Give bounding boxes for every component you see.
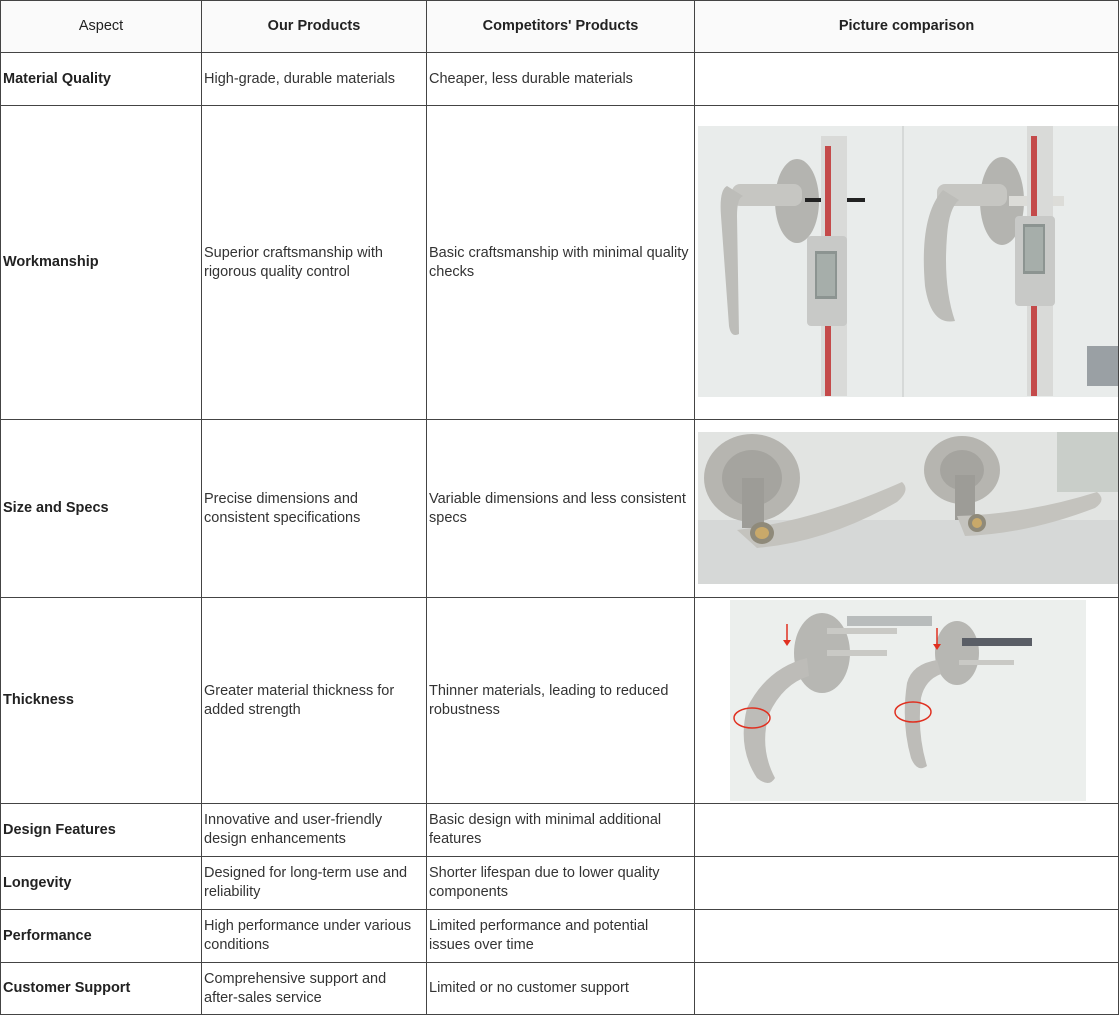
ours-cell: Comprehensive support and after-sales service <box>202 963 427 1015</box>
aspect-cell: Material Quality <box>1 53 202 106</box>
header-picture-comparison: Picture comparison <box>695 1 1119 53</box>
aspect-cell: Size and Specs <box>1 420 202 598</box>
ours-cell: Designed for long-term use and reliability <box>202 857 427 910</box>
caliper-measurement-photo <box>697 106 1119 419</box>
ours-cell: High performance under various conditions <box>202 910 427 963</box>
header-row <box>1 1 1119 53</box>
table-row <box>1 910 1119 963</box>
ours-cell: High-grade, durable materials <box>202 53 427 106</box>
competitors-cell: Limited or no customer support <box>427 963 695 1015</box>
competitors-cell: Cheaper, less durable materials <box>427 53 695 106</box>
table-row <box>1 804 1119 857</box>
competitors-cell: Variable dimensions and less consistent specs <box>427 420 695 598</box>
picture-cell <box>695 598 1119 804</box>
competitors-cell: Basic design with minimal additional features <box>427 804 695 857</box>
picture-cell-empty <box>695 857 1119 910</box>
aspect-cell: Performance <box>1 910 202 963</box>
picture-cell-empty <box>695 910 1119 963</box>
table-row <box>1 53 1119 106</box>
competitors-cell: Shorter lifespan due to lower quality components <box>427 857 695 910</box>
aspect-cell: Longevity <box>1 857 202 910</box>
ours-cell: Greater material thickness for added strength <box>202 598 427 804</box>
thickness-comparison-photo <box>697 598 1119 803</box>
table-row <box>1 106 1119 420</box>
side-by-side-handles-photo <box>697 420 1119 597</box>
header-competitors-products: Competitors' Products <box>427 1 695 53</box>
table-row <box>1 963 1119 1015</box>
header-aspect: Aspect <box>1 1 202 53</box>
picture-cell <box>695 106 1119 420</box>
table-row <box>1 857 1119 910</box>
picture-cell-empty <box>695 804 1119 857</box>
aspect-cell: Thickness <box>1 598 202 804</box>
header-our-products: Our Products <box>202 1 427 53</box>
competitors-cell: Limited performance and potential issues over time <box>427 910 695 963</box>
ours-cell: Precise dimensions and consistent specifications <box>202 420 427 598</box>
picture-cell-empty <box>695 53 1119 106</box>
picture-cell-empty <box>695 963 1119 1015</box>
aspect-cell: Design Features <box>1 804 202 857</box>
aspect-cell: Customer Support <box>1 963 202 1015</box>
ours-cell: Innovative and user-friendly design enhancements <box>202 804 427 857</box>
competitors-cell: Basic craftsmanship with minimal quality checks <box>427 106 695 420</box>
picture-cell <box>695 420 1119 598</box>
table-row <box>1 420 1119 598</box>
competitors-cell: Thinner materials, leading to reduced robustness <box>427 598 695 804</box>
table-row <box>1 598 1119 804</box>
ours-cell: Superior craftsmanship with rigorous quality control <box>202 106 427 420</box>
aspect-cell: Workmanship <box>1 106 202 420</box>
